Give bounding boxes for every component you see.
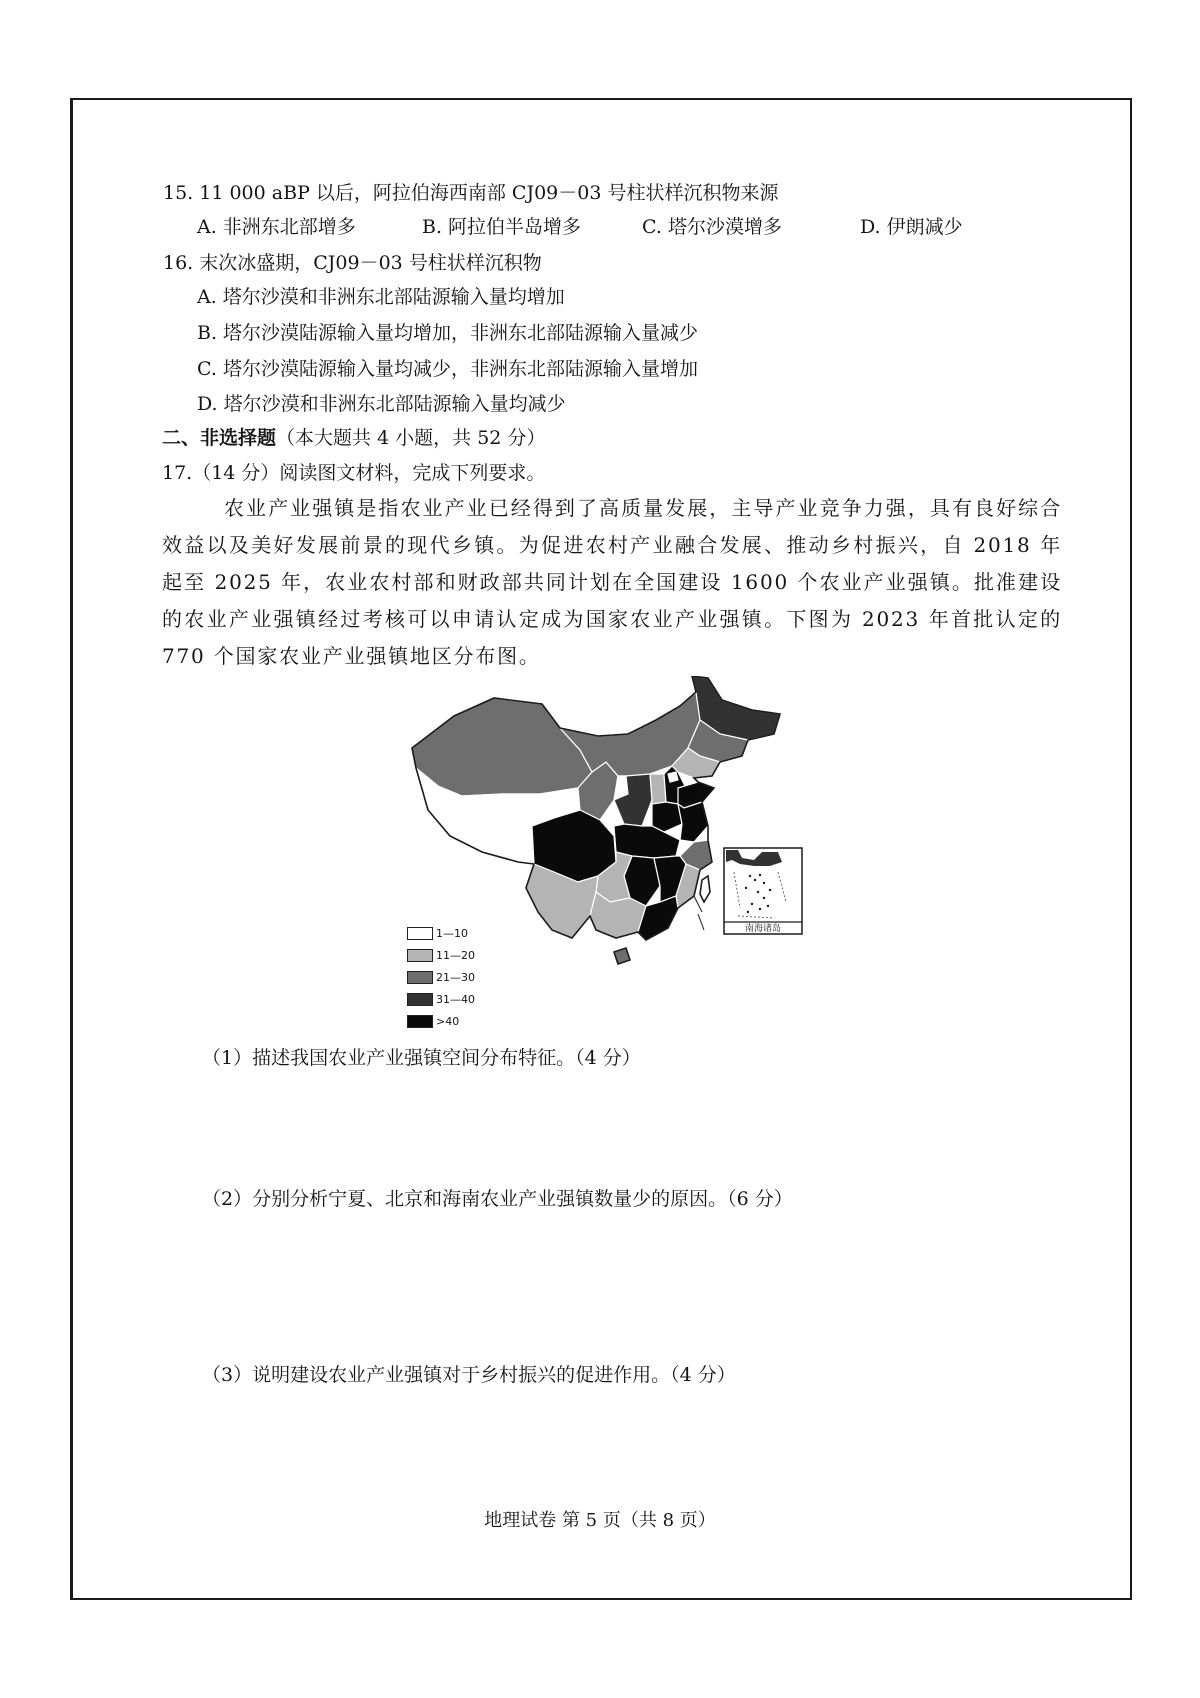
region-henan bbox=[652, 802, 682, 832]
question-17-part-3: （3）说明建设农业产业强镇对于乡村振兴的促进作用。（4 分） bbox=[202, 1364, 736, 1386]
region-shanxi bbox=[650, 774, 666, 804]
legend-label: >40 bbox=[436, 1014, 460, 1028]
legend-swatch bbox=[407, 971, 433, 984]
legend-swatch bbox=[407, 927, 433, 940]
south-china-sea-inset bbox=[724, 848, 802, 934]
legend-label: 31—40 bbox=[436, 992, 475, 1006]
question-17-material: 农业产业强镇是指农业产业已经得到了高质量发展，主导产业竞争力强，具有良好综合效益以及美好发展前景的现代乡镇。为促进农村产业融合发展、推动乡村振兴，自 2018 年起至 2025 年，农业农村部和财政部共同计划在全国建设 1600 个农业产业强镇。批准建设的农业产业强镇经过考核可以申请认定成为国家农业产业强镇。下图为 2023 年首批认定的 770 个国家农业产业强镇地区分布图。 bbox=[162, 496, 1062, 668]
page-border-right bbox=[1130, 98, 1132, 1600]
region-xinjiang bbox=[412, 698, 592, 796]
legend-label: 11—20 bbox=[436, 948, 475, 962]
question-15-option-d: D. 伊朗减少 bbox=[860, 216, 963, 238]
region-beijing bbox=[668, 772, 678, 782]
question-17-part-2: （2）分别分析宁夏、北京和海南农业产业强镇数量少的原因。（6 分） bbox=[202, 1188, 793, 1210]
legend-swatch bbox=[407, 1015, 433, 1028]
page-border-left bbox=[70, 98, 73, 1600]
page-border-top bbox=[70, 98, 1132, 100]
legend-swatch bbox=[407, 949, 433, 962]
question-15-option-c: C. 塔尔沙漠增多 bbox=[642, 216, 782, 238]
question-16-stem: 16. 末次冰盛期，CJ09－03 号柱状样沉积物 bbox=[163, 252, 542, 274]
coastline-island-chain bbox=[694, 896, 704, 930]
section-heading bbox=[162, 425, 545, 451]
section-note: （本大题共 4 小题，共 52 分） bbox=[276, 427, 546, 449]
section-title: 二、非选择题 bbox=[162, 427, 277, 449]
legend-item bbox=[407, 988, 475, 1010]
legend-label: 1—10 bbox=[436, 926, 468, 940]
legend-label: 21—30 bbox=[436, 970, 475, 984]
question-16-option-d: D. 塔尔沙漠和非洲东北部陆源输入量均减少 bbox=[197, 393, 566, 415]
legend-item bbox=[407, 944, 475, 966]
legend-item bbox=[407, 1010, 475, 1032]
legend-item bbox=[407, 966, 475, 988]
question-16-option-b: B. 塔尔沙漠陆源输入量均增加，非洲东北部陆源输入量减少 bbox=[197, 322, 699, 344]
legend-item bbox=[407, 922, 475, 944]
question-16-option-a: A. 塔尔沙漠和非洲东北部陆源输入量均增加 bbox=[197, 286, 565, 308]
map-legend bbox=[407, 922, 475, 1032]
page-footer: 地理试卷 第 5 页（共 8 页） bbox=[484, 1510, 716, 1531]
legend-swatch bbox=[407, 993, 433, 1006]
question-15-option-b: B. 阿拉伯半岛增多 bbox=[422, 216, 582, 238]
question-16-option-c: C. 塔尔沙漠陆源输入量均减少，非洲东北部陆源输入量增加 bbox=[197, 358, 698, 380]
page-border-bottom bbox=[70, 1598, 1132, 1600]
question-17-part-1: （1）描述我国农业产业强镇空间分布特征。（4 分） bbox=[202, 1047, 641, 1069]
question-17-stem: 17.（14 分）阅读图文材料，完成下列要求。 bbox=[162, 462, 546, 484]
inset-label: 南海诸岛 bbox=[744, 924, 782, 934]
question-15-stem: 15. 11 000 aBP 以后，阿拉伯海西南部 CJ09－03 号柱状样沉积物来源 bbox=[163, 182, 779, 204]
question-15-option-a: A. 非洲东北部增多 bbox=[197, 216, 356, 238]
